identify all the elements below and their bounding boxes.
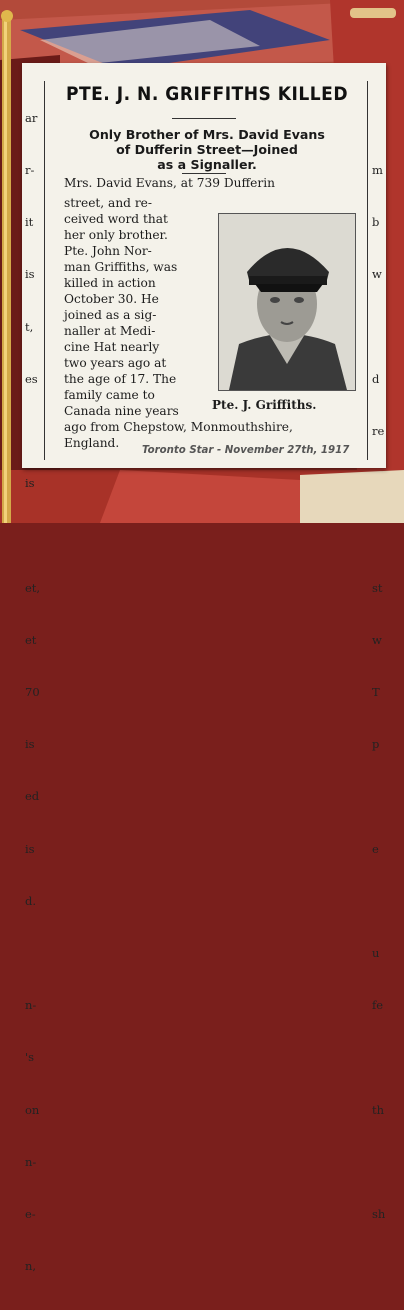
body-line: killed in action (64, 276, 156, 290)
fragment (372, 1154, 387, 1171)
body-line: her only brother. (64, 228, 168, 242)
fragment: d. (25, 893, 37, 908)
fragment: w (372, 632, 382, 647)
fragment: 's (25, 1050, 35, 1065)
lead-line: Mrs. David Evans, at 739 Dufferin (64, 176, 275, 190)
fragment: T (372, 685, 380, 700)
fragment: et (25, 632, 37, 647)
body-line: ceived word that (64, 212, 168, 226)
fragment (25, 423, 40, 440)
fragment: ed (25, 789, 40, 804)
fragment (372, 1258, 387, 1275)
fragment: d (372, 371, 380, 386)
fragment: w (372, 267, 382, 282)
soldier-portrait-photo (218, 213, 356, 391)
fragment (372, 475, 387, 492)
body-line: naller at Medi- (64, 324, 156, 338)
subhead-line: as a Signaller. (157, 157, 257, 172)
subhead-line: of Dufferin Street—Joined (116, 142, 298, 157)
fragment: st (372, 580, 383, 595)
column-rule-right (367, 81, 368, 460)
fragment: es (25, 371, 38, 386)
fragment: is (25, 267, 35, 282)
fragment: m (372, 163, 383, 178)
source-credit: Toronto Star - November 27th, 1917 (142, 445, 350, 456)
fragment: re (372, 424, 385, 439)
left-column-fragments (25, 75, 40, 1310)
fragment: is (25, 841, 35, 856)
fragment: r- (25, 163, 35, 178)
headline: PTE. J. N. GRIFFITHS KILLED (65, 83, 349, 105)
fragment: t, (25, 319, 34, 334)
column-rule-left (44, 81, 45, 460)
body-line: the age of 17. The (64, 372, 177, 386)
fragment: 70 (25, 685, 40, 700)
fragment (372, 527, 387, 544)
body-line: Pte. John Nor- (64, 244, 152, 258)
body-line: ago from Chepstow, Monmouthshire, (64, 420, 293, 434)
right-column-fragments (372, 75, 387, 1310)
portrait-halftone (219, 214, 355, 390)
subhead-rule (182, 173, 226, 174)
body-line: two years ago at (64, 356, 167, 370)
fragment: fe (372, 998, 384, 1013)
fragment: is (25, 737, 35, 752)
newspaper-clipping (22, 63, 386, 1274)
body-line: cine Hat nearly (64, 340, 160, 354)
fragment: e (372, 841, 379, 856)
fragment: b (372, 215, 380, 230)
body-line: October 30. He (64, 292, 159, 306)
fragment: it (25, 215, 34, 230)
fragment: is (25, 476, 35, 491)
subheadline (50, 127, 364, 172)
fragment (25, 527, 40, 544)
fragment: p (372, 737, 380, 752)
fragment (372, 110, 387, 127)
fragment: et, (25, 580, 41, 595)
fragment (372, 893, 387, 910)
fragment (372, 319, 387, 336)
subhead-line: Only Brother of Mrs. David Evans (89, 127, 325, 142)
body-line: family came to (64, 388, 155, 402)
fragment: sh (372, 1207, 386, 1222)
fragment: th (372, 1102, 385, 1117)
fragment: e- (25, 1207, 36, 1222)
fragment: u (372, 946, 380, 961)
fragment: n- (25, 1154, 37, 1169)
body-line: man Griffiths, was (64, 260, 178, 274)
body-line: Canada nine years (64, 404, 179, 418)
fragment (372, 1049, 387, 1066)
body-line: street, and re- (64, 196, 152, 210)
body-line: England. (64, 436, 120, 450)
photo-caption: Pte. J. Griffiths. (212, 398, 317, 412)
fragment: on (25, 1102, 40, 1117)
fragment: ar (25, 110, 38, 125)
fragment: n- (25, 998, 37, 1013)
fragment: n, (25, 1259, 37, 1274)
fragment (25, 945, 40, 962)
body-line: joined as a sig- (64, 308, 157, 322)
headline-rule (172, 118, 236, 119)
fragment (372, 788, 387, 805)
